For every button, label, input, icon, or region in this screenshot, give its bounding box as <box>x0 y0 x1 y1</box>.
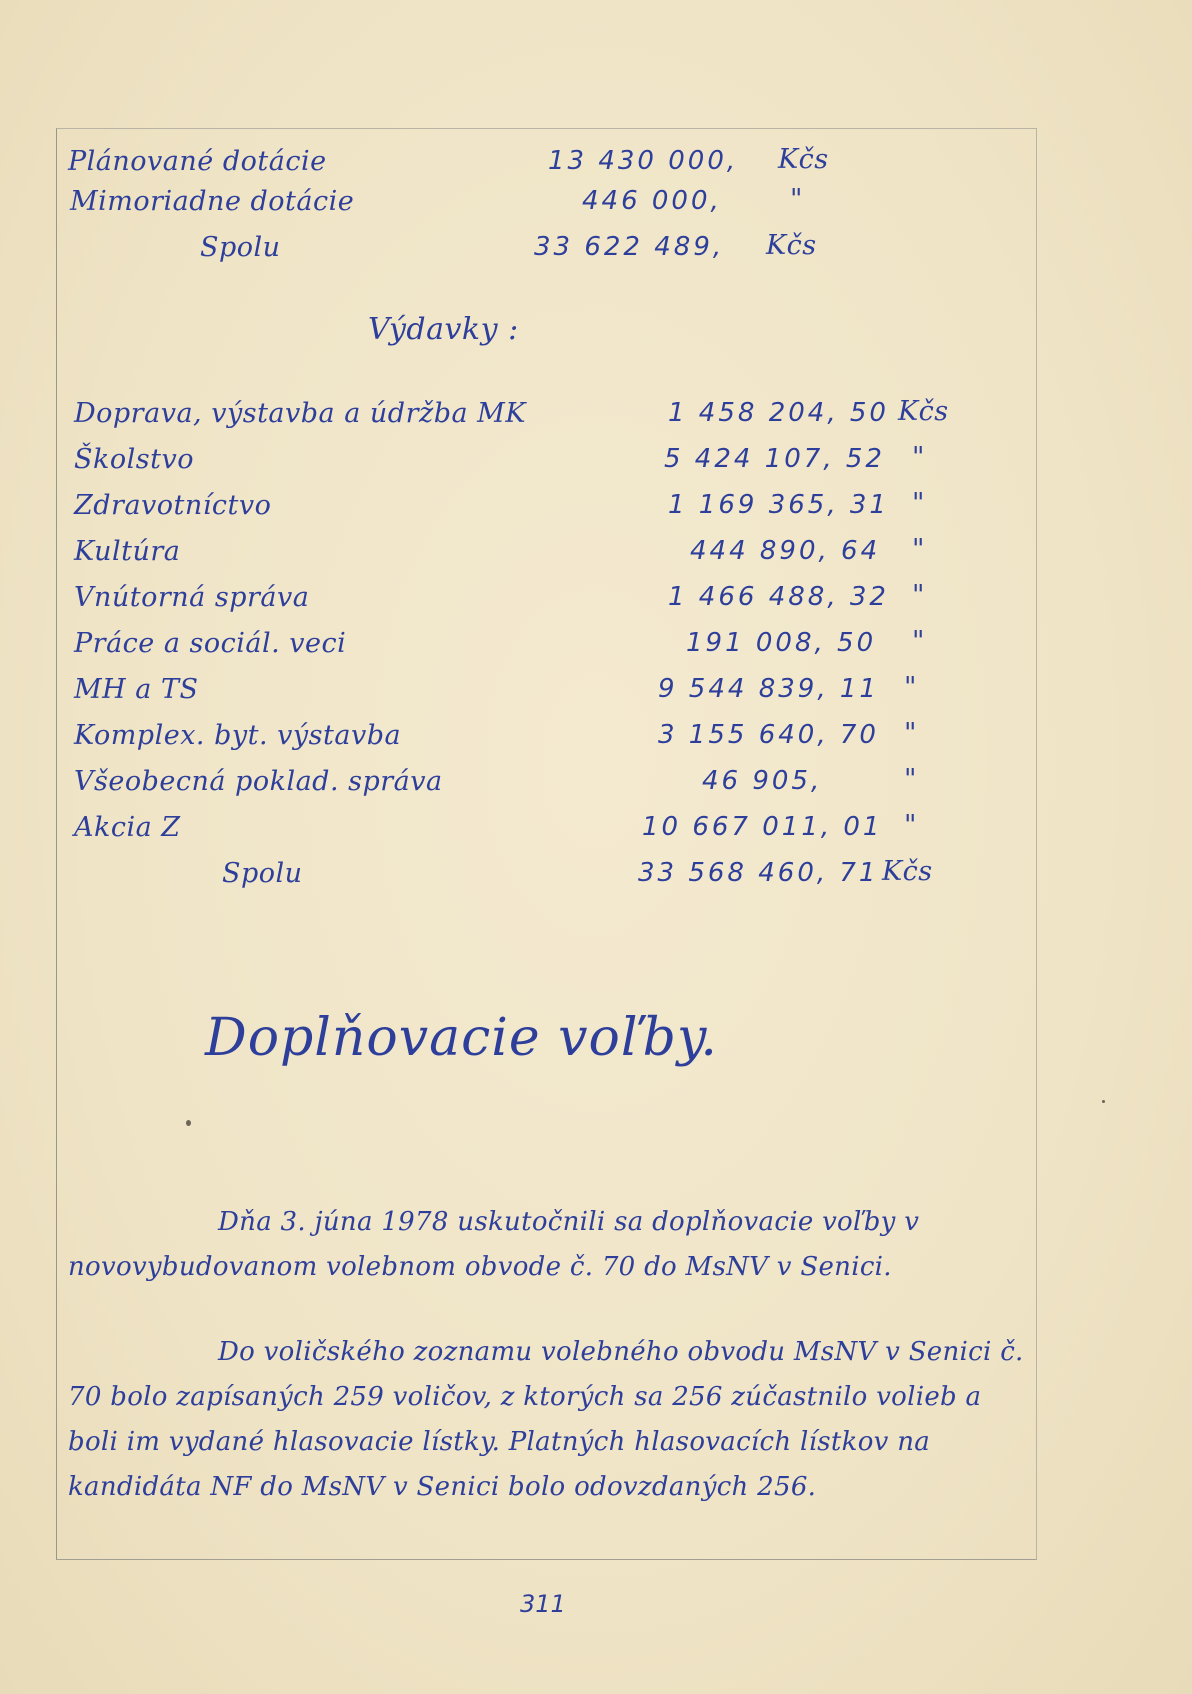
income-amount: 446 000, <box>582 186 722 216</box>
expense-unit: " <box>904 718 917 749</box>
expense-label: Všeobecná poklad. správa <box>74 766 443 797</box>
income-total-label: Spolu <box>200 232 281 263</box>
expense-unit: " <box>912 442 925 473</box>
expense-label: Akcia Z <box>74 812 181 843</box>
expense-amount: 444 890, 64 <box>690 536 881 566</box>
expenses-title: Výdavky : <box>368 312 519 347</box>
expense-total-unit: Kčs <box>882 856 933 887</box>
income-label: Mimoriadne dotácie <box>70 186 355 217</box>
expense-unit: Kčs <box>898 396 949 427</box>
expense-label: Kultúra <box>74 536 181 567</box>
income-unit: Kčs <box>778 144 829 175</box>
expense-amount: 191 008, 50 <box>686 628 877 658</box>
expense-total-amount: 33 568 460, 71 <box>638 858 879 888</box>
expense-unit: " <box>912 580 925 611</box>
expense-label: Doprava, výstavba a údržba MK <box>74 398 526 429</box>
expense-total-label: Spolu <box>222 858 303 889</box>
income-unit: " <box>790 184 803 215</box>
expense-label: MH a TS <box>74 674 199 705</box>
expense-amount: 46 905, <box>702 766 823 796</box>
income-total-amount: 33 622 489, <box>534 232 725 262</box>
page-number: 311 <box>520 1590 566 1618</box>
expense-unit: " <box>904 810 917 841</box>
paper-speck <box>186 1120 191 1126</box>
expense-label: Práce a sociál. veci <box>74 628 347 659</box>
expense-amount: 1 458 204, 50 <box>668 398 889 428</box>
expense-label: Zdravotníctvo <box>74 490 272 521</box>
expense-amount: 5 424 107, 52 <box>664 444 885 474</box>
expense-unit: " <box>904 764 917 795</box>
section-heading: Doplňovacie voľby. <box>205 1008 718 1068</box>
income-total-unit: Kčs <box>766 230 817 261</box>
expense-unit: " <box>904 672 917 703</box>
expense-label: Vnútorná správa <box>74 582 310 613</box>
expense-amount: 1 466 488, 32 <box>668 582 889 612</box>
paragraph-2: Do voličského zoznamu volebného obvodu MsNV v Senici č. 70 bolo zapísaných 259 voličov, z ktorých sa 256 zúčastnilo volieb a boli im vydané hlasovacie lístky. Platných hlasovacích lístkov na kandidáta NF do MsNV v Senici bolo odovzdaných 256. <box>68 1337 1024 1502</box>
expense-unit: " <box>912 488 925 519</box>
expense-label: Školstvo <box>74 444 194 475</box>
expense-amount: 3 155 640, 70 <box>658 720 879 750</box>
income-amount: 13 430 000, <box>548 146 739 176</box>
income-label: Plánované dotácie <box>68 146 327 177</box>
expense-unit: " <box>912 626 925 657</box>
paragraph-1: Dňa 3. júna 1978 uskutočnili sa doplňovacie voľby v novovybudovanom volebnom obvode č. 70 do MsNV v Senici. <box>68 1207 920 1282</box>
expense-amount: 9 544 839, 11 <box>658 674 879 704</box>
expense-unit: " <box>912 534 925 565</box>
expense-amount: 10 667 011, 01 <box>642 812 883 842</box>
expense-amount: 1 169 365, 31 <box>668 490 889 520</box>
paper-speck <box>1102 1100 1105 1103</box>
expense-label: Komplex. byt. výstavba <box>74 720 402 751</box>
